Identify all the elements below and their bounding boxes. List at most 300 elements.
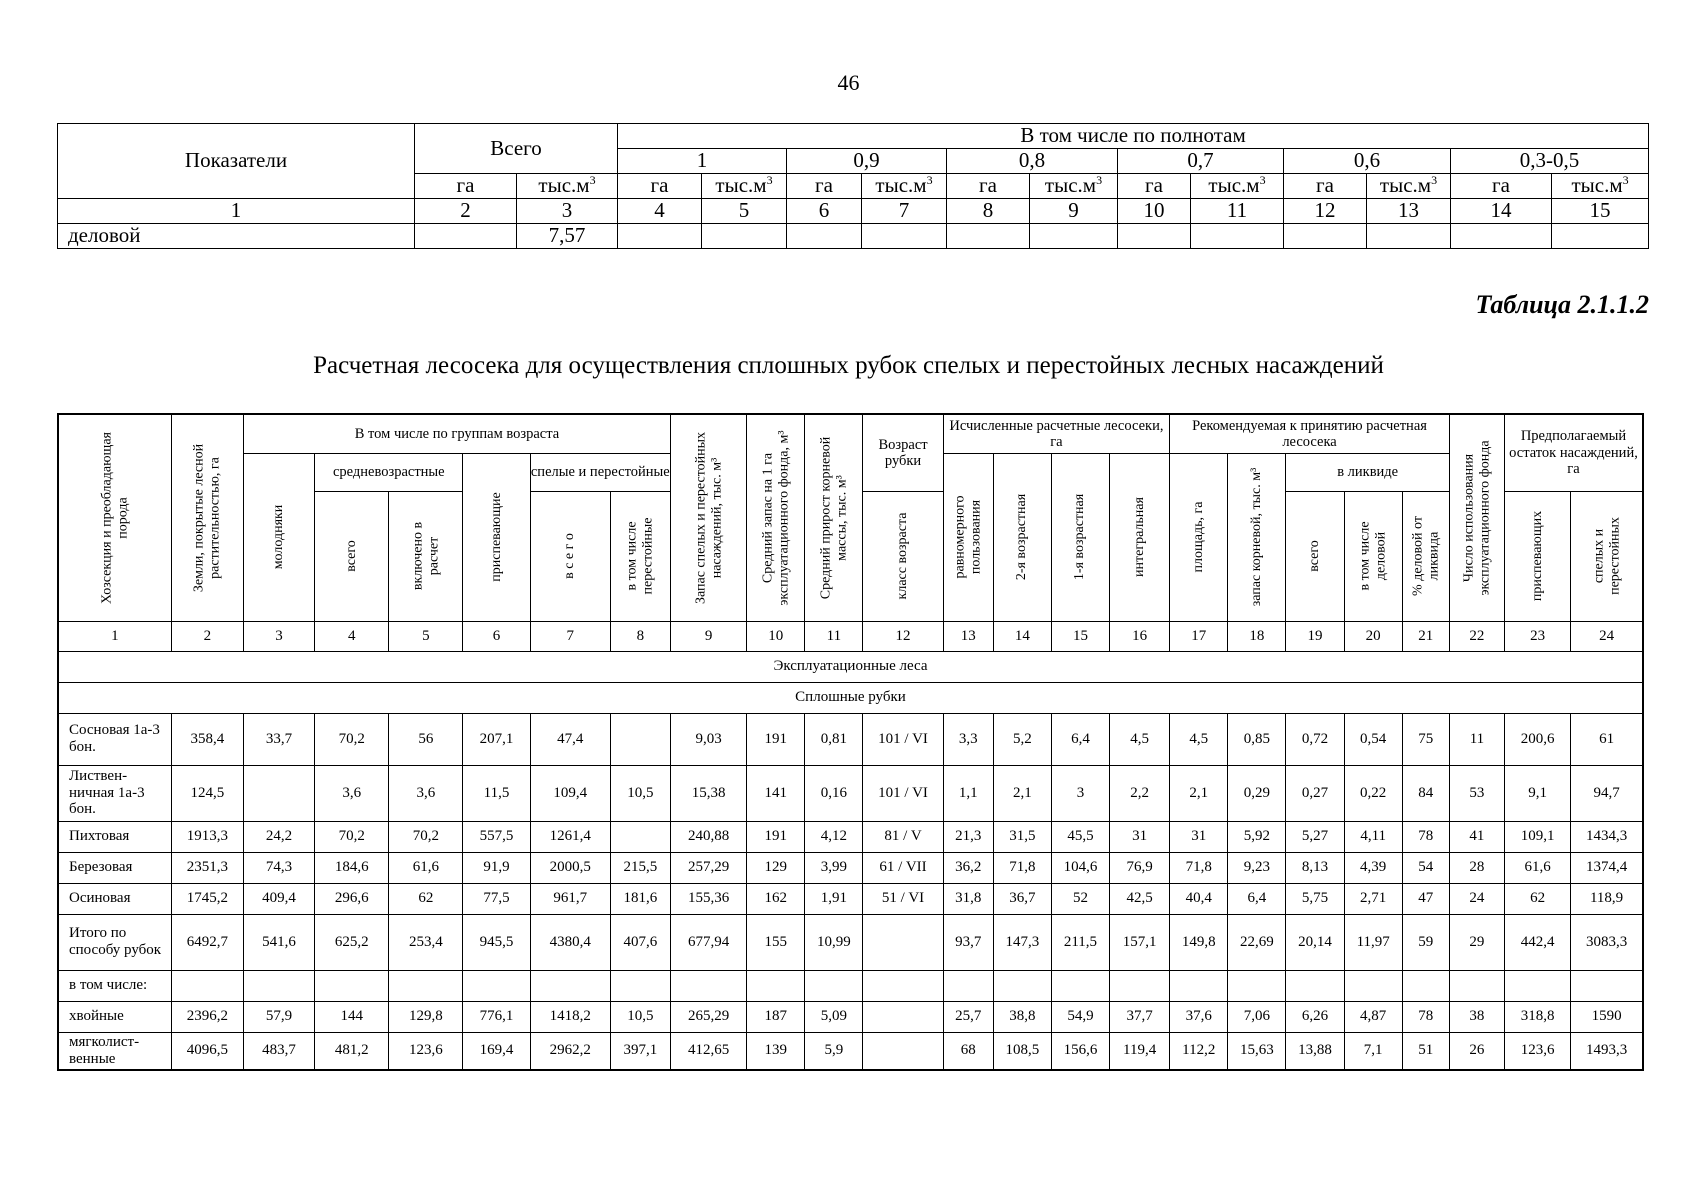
row-label: Сосновая 1а-3 бон.: [58, 713, 171, 765]
cell: 1745,2: [171, 883, 243, 914]
column-number: 14: [993, 621, 1051, 651]
header-stock: [670, 414, 746, 621]
cell: 70,2: [389, 821, 463, 852]
cell: 4096,5: [171, 1032, 243, 1070]
section-exploitation-forests: Эксплуатационные леса: [58, 651, 1643, 682]
cell: 52: [1051, 883, 1109, 914]
table-caption: Таблица 2.1.1.2: [1475, 290, 1649, 319]
unit-m3-text: тыс.м: [1379, 173, 1432, 198]
cell: 13,88: [1286, 1032, 1344, 1070]
cell: 11,5: [463, 765, 530, 821]
cell: 625,2: [315, 914, 389, 970]
cell: 3083,3: [1571, 914, 1643, 970]
cell: [1504, 970, 1570, 1001]
unit-m3: [1030, 174, 1118, 199]
header-forest-land: [171, 414, 243, 621]
cell: 38: [1449, 1001, 1504, 1032]
row-label: Итого по способу рубок: [58, 914, 171, 970]
cell: 181,6: [610, 883, 670, 914]
cell: 0,81: [805, 713, 863, 765]
unit-ha: га: [1118, 174, 1191, 199]
cell: 7,06: [1228, 1001, 1286, 1032]
header-root-stock-text: запас корневой, тыс. м³: [1249, 467, 1265, 607]
cell: 25,7: [943, 1001, 993, 1032]
cell: 31: [1110, 821, 1170, 852]
column-number: 7: [862, 199, 947, 224]
header-usage-number-text: Число использования эксплуатационного фонда: [1461, 440, 1492, 596]
row-label: Листвен-ничная 1а-3 бон.: [58, 765, 171, 821]
cell: 47: [1402, 883, 1449, 914]
header-avg-growth-text: Средний прирост корневой массы, тыс. м³: [818, 436, 849, 599]
cell: 40,4: [1170, 883, 1228, 914]
unit-ha: га: [787, 174, 862, 199]
cell: [389, 970, 463, 1001]
column-number: 21: [1402, 621, 1449, 651]
header-mature-rem: [1571, 491, 1643, 621]
cell: 2,2: [1110, 765, 1170, 821]
cell: 70,2: [315, 821, 389, 852]
cell: 9,23: [1228, 852, 1286, 883]
cell: 481,2: [315, 1032, 389, 1070]
cell: 61,6: [1504, 852, 1570, 883]
cell: 4,87: [1344, 1001, 1402, 1032]
cell: 2351,3: [171, 852, 243, 883]
density-0-8: 0,8: [947, 149, 1118, 174]
cell: [1571, 970, 1643, 1001]
cell: 24: [1449, 883, 1504, 914]
unit-m3: [517, 174, 618, 199]
cell: [1118, 224, 1191, 249]
cell: 77,5: [463, 883, 530, 914]
cell: 109,1: [1504, 821, 1570, 852]
cell: 47,4: [530, 713, 610, 765]
column-number: 10: [747, 621, 805, 651]
column-number: 22: [1449, 621, 1504, 651]
cell: 184,6: [315, 852, 389, 883]
cell: 0,29: [1228, 765, 1286, 821]
cell: 20,14: [1286, 914, 1344, 970]
cell: 211,5: [1051, 914, 1109, 970]
table-row: [58, 970, 1643, 1001]
column-number: 9: [670, 621, 746, 651]
cell: [1344, 970, 1402, 1001]
cell: [947, 224, 1030, 249]
cell: 104,6: [1051, 852, 1109, 883]
cell: [1402, 970, 1449, 1001]
cell: 71,8: [993, 852, 1051, 883]
unit-m3-text: тыс.м: [538, 173, 590, 198]
cell: 2000,5: [530, 852, 610, 883]
table-row: [58, 883, 1643, 914]
header-mature-total-text: в с е г о: [562, 533, 578, 579]
cell: 31: [1170, 821, 1228, 852]
unit-m3: [1552, 174, 1649, 199]
cell: 2962,2: [530, 1032, 610, 1070]
cell: 1,91: [805, 883, 863, 914]
cell: 38,8: [993, 1001, 1051, 1032]
header-mature-total: [530, 491, 610, 621]
cell: [243, 765, 314, 821]
header-business-text: в том числе деловой: [1357, 521, 1389, 591]
cell: [747, 970, 805, 1001]
unit-m3-sup: 3: [926, 173, 933, 188]
cell: 91,9: [463, 852, 530, 883]
density-table: [57, 123, 1649, 249]
cell: 1913,3: [171, 821, 243, 852]
table-row: [58, 914, 1643, 970]
cell: 15,38: [670, 765, 746, 821]
column-number: 5: [702, 199, 787, 224]
cell: [463, 970, 530, 1001]
density-1: 1: [618, 149, 787, 174]
cell: 22,69: [1228, 914, 1286, 970]
row-label: хвойные: [58, 1001, 171, 1032]
cell: 139: [747, 1032, 805, 1070]
header-overmature: [610, 491, 670, 621]
unit-m3: [702, 174, 787, 199]
column-number: 7: [530, 621, 610, 651]
cell: 265,29: [670, 1001, 746, 1032]
header-middle-total: [315, 491, 389, 621]
cell: 144: [315, 1001, 389, 1032]
cell: [610, 970, 670, 1001]
cell: 2,71: [1344, 883, 1402, 914]
column-number: 19: [1286, 621, 1344, 651]
cell: 51 / VI: [863, 883, 943, 914]
cell: 149,8: [1170, 914, 1228, 970]
cell: 5,09: [805, 1001, 863, 1032]
cell: [1191, 224, 1284, 249]
header-included-text: включено в расчет: [410, 521, 441, 591]
cell: 169,4: [463, 1032, 530, 1070]
cell: 3,3: [943, 713, 993, 765]
column-number: 24: [1571, 621, 1643, 651]
cell: 215,5: [610, 852, 670, 883]
cell: 0,54: [1344, 713, 1402, 765]
cell: 37,6: [1170, 1001, 1228, 1032]
column-number: 8: [947, 199, 1030, 224]
cell: 81 / V: [863, 821, 943, 852]
cell: 61 / VII: [863, 852, 943, 883]
header-uniform-text: равномерного пользования: [952, 495, 984, 579]
header-age-groups: В том числе по группам возраста: [243, 414, 670, 453]
cell: 776,1: [463, 1001, 530, 1032]
header-business: [1344, 491, 1402, 621]
header-liquid-total-text: всего: [1307, 540, 1323, 572]
cell: 397,1: [610, 1032, 670, 1070]
cell: 0,85: [1228, 713, 1286, 765]
unit-m3: [1367, 174, 1451, 199]
cell: [618, 224, 702, 249]
cell: 2,1: [993, 765, 1051, 821]
cell: 3: [1051, 765, 1109, 821]
header-middle-aged: средневозрастные: [315, 453, 463, 491]
cell: 557,5: [463, 821, 530, 852]
header-avg-growth: [805, 414, 863, 621]
cell: 7,1: [1344, 1032, 1402, 1070]
table-row: [58, 1032, 1643, 1070]
header-first-age: [1051, 453, 1109, 621]
cell: [863, 914, 943, 970]
row-label: Березовая: [58, 852, 171, 883]
unit-m3-sup: 3: [589, 173, 596, 188]
section-clear-cutting: Сплошные рубки: [58, 682, 1643, 713]
unit-m3-sup: 3: [1622, 173, 1629, 188]
header-overmature-text: в том числе перестойные: [624, 517, 656, 595]
cell: 9,1: [1504, 765, 1570, 821]
unit-ha: га: [415, 174, 517, 199]
header-maturing-rem-text: приспевающих: [1529, 510, 1545, 602]
cell: [171, 970, 243, 1001]
cell: 29: [1449, 914, 1504, 970]
cell: 10,5: [610, 765, 670, 821]
header-indicators: Показатели: [58, 124, 415, 199]
cell: 62: [389, 883, 463, 914]
header-second-age-text: 2-я возрастная: [1014, 493, 1030, 581]
cell: 407,6: [610, 914, 670, 970]
cell: 129: [747, 852, 805, 883]
column-number: 4: [315, 621, 389, 651]
cell: 112,2: [1170, 1032, 1228, 1070]
header-area-text: площадь, га: [1190, 501, 1206, 573]
header-mature-rem-text: спелых и перестойных: [1590, 517, 1622, 595]
cell: 9,03: [670, 713, 746, 765]
header-usage-number: [1449, 414, 1504, 621]
cell: [1284, 224, 1367, 249]
cell: [1051, 970, 1109, 1001]
cell: 5,75: [1286, 883, 1344, 914]
cell: 78: [1402, 821, 1449, 852]
cell: 53: [1449, 765, 1504, 821]
cell: 141: [747, 765, 805, 821]
unit-m3-text: тыс.м: [1208, 173, 1260, 198]
header-mature: спелые и перестойные: [530, 453, 670, 491]
cell: 3,6: [315, 765, 389, 821]
cell: [1286, 970, 1344, 1001]
unit-m3-sup: 3: [1096, 173, 1103, 188]
cell: 5,92: [1228, 821, 1286, 852]
cell: 124,5: [171, 765, 243, 821]
cell: 5,27: [1286, 821, 1344, 852]
cell: 6,4: [1051, 713, 1109, 765]
column-number: 8: [610, 621, 670, 651]
cell: 3,6: [389, 765, 463, 821]
table-row: [58, 821, 1643, 852]
column-number: 3: [243, 621, 314, 651]
header-stock-text: Запас спелых и перестойных насаждений, тыс. м³: [692, 431, 724, 604]
cell: [1451, 224, 1552, 249]
cell: 10,99: [805, 914, 863, 970]
column-number: 1: [58, 621, 171, 651]
unit-m3-text: тыс.м: [1044, 173, 1097, 198]
cell: 200,6: [1504, 713, 1570, 765]
cell: [415, 224, 517, 249]
cell: 61: [1571, 713, 1643, 765]
cell: 54: [1402, 852, 1449, 883]
header-integral-text: интегральная: [1131, 497, 1147, 577]
unit-m3-text: тыс.м: [715, 173, 767, 198]
header-young: [243, 453, 314, 621]
cell: 1434,3: [1571, 821, 1643, 852]
header-young-text: молодняки: [271, 504, 287, 570]
cell: 41: [1449, 821, 1504, 852]
table-row: [58, 852, 1643, 883]
cell: 33,7: [243, 713, 314, 765]
cell: 4,5: [1170, 713, 1228, 765]
cell: 1590: [1571, 1001, 1643, 1032]
column-number: 20: [1344, 621, 1402, 651]
cell: 253,4: [389, 914, 463, 970]
cell: 56: [389, 713, 463, 765]
row-label: Пихтовая: [58, 821, 171, 852]
unit-m3-sup: 3: [1259, 173, 1266, 188]
cell: 4,12: [805, 821, 863, 852]
cell: [702, 224, 787, 249]
cell: 94,7: [1571, 765, 1643, 821]
row-label: в том числе:: [58, 970, 171, 1001]
page-number: 46: [837, 70, 860, 95]
column-number: 15: [1051, 621, 1109, 651]
cell: 57,9: [243, 1001, 314, 1032]
column-number: 13: [943, 621, 993, 651]
header-maturing-text: приспевающие: [488, 492, 504, 582]
cell: 36,7: [993, 883, 1051, 914]
cell: 191: [747, 713, 805, 765]
cell: 541,6: [243, 914, 314, 970]
cell: 123,6: [1504, 1032, 1570, 1070]
column-number: 9: [1030, 199, 1118, 224]
cell: 1493,3: [1571, 1032, 1643, 1070]
cell: 123,6: [389, 1032, 463, 1070]
column-number: 6: [787, 199, 862, 224]
cell: 3,99: [805, 852, 863, 883]
unit-m3-sup: 3: [766, 173, 773, 188]
cell: 0,27: [1286, 765, 1344, 821]
column-number: 23: [1504, 621, 1570, 651]
header-business-pct-text: % деловой от ликвида: [1410, 516, 1441, 596]
cell: 24,2: [243, 821, 314, 852]
column-number: 2: [171, 621, 243, 651]
cell: [805, 970, 863, 1001]
header-total: Всего: [415, 124, 618, 174]
cell: 318,8: [1504, 1001, 1570, 1032]
column-number: 12: [863, 621, 943, 651]
cell: 156,6: [1051, 1032, 1109, 1070]
cell: 45,5: [1051, 821, 1109, 852]
unit-ha: га: [947, 174, 1030, 199]
column-number: 3: [517, 199, 618, 224]
cell: [610, 821, 670, 852]
cell: 412,65: [670, 1032, 746, 1070]
cell: 1418,2: [530, 1001, 610, 1032]
cell: 101 / VI: [863, 713, 943, 765]
header-business-pct: [1402, 491, 1449, 621]
cell: 78: [1402, 1001, 1449, 1032]
cell: 93,7: [943, 914, 993, 970]
header-species-text: Хозсекция и преобладающая порода: [99, 431, 130, 604]
unit-ha: га: [618, 174, 702, 199]
header-uniform: [943, 453, 993, 621]
cell: 191: [747, 821, 805, 852]
header-forest-land-text: Земли, покрытые лесной растительностью, га: [191, 443, 223, 592]
header-middle-total-text: всего: [343, 540, 359, 572]
row-label: мягколист-венные: [58, 1032, 171, 1070]
row-value: 7,57: [517, 224, 618, 249]
cell: 101 / VI: [863, 765, 943, 821]
cell: 207,1: [463, 713, 530, 765]
cell: 54,9: [1051, 1001, 1109, 1032]
unit-ha: га: [1451, 174, 1552, 199]
column-number: 12: [1284, 199, 1367, 224]
column-number: 13: [1367, 199, 1451, 224]
cell: 8,13: [1286, 852, 1344, 883]
cell: 129,8: [389, 1001, 463, 1032]
cell: 6492,7: [171, 914, 243, 970]
cell: 15,63: [1228, 1032, 1286, 1070]
header-avg-stock: [747, 414, 805, 621]
column-number: 5: [389, 621, 463, 651]
cell: 1374,4: [1571, 852, 1643, 883]
cell: 62: [1504, 883, 1570, 914]
header-avg-stock-text: Средний запас на 1 га эксплуатационного фонда, м³: [760, 430, 791, 606]
column-number: 15: [1552, 199, 1649, 224]
cell: 10,5: [610, 1001, 670, 1032]
cell: 5,2: [993, 713, 1051, 765]
unit-m3-text: тыс.м: [875, 173, 927, 198]
felling-table: [57, 413, 1644, 1071]
cell: 51: [1402, 1032, 1449, 1070]
cell: 74,3: [243, 852, 314, 883]
column-number: 4: [618, 199, 702, 224]
cell: 36,2: [943, 852, 993, 883]
column-number: 1: [58, 199, 415, 224]
cell: 1,1: [943, 765, 993, 821]
header-included: [389, 491, 463, 621]
header-integral: [1110, 453, 1170, 621]
cell: [1552, 224, 1649, 249]
cell: 4,11: [1344, 821, 1402, 852]
cell: 0,16: [805, 765, 863, 821]
cell: 483,7: [243, 1032, 314, 1070]
header-calculated: Исчисленные расчетные лесосеки, га: [943, 414, 1170, 453]
cell: 4,39: [1344, 852, 1402, 883]
cell: 6,26: [1286, 1001, 1344, 1032]
cell: [863, 970, 943, 1001]
cell: 70,2: [315, 713, 389, 765]
cell: 677,94: [670, 914, 746, 970]
column-number: 10: [1118, 199, 1191, 224]
cell: 296,6: [315, 883, 389, 914]
cell: 961,7: [530, 883, 610, 914]
header-felling-age: Возраст рубки: [863, 414, 943, 491]
cell: 76,9: [1110, 852, 1170, 883]
cell: 84: [1402, 765, 1449, 821]
cell: [243, 970, 314, 1001]
header-species: [58, 414, 171, 621]
unit-m3: [1191, 174, 1284, 199]
column-number: 6: [463, 621, 530, 651]
cell: 118,9: [1571, 883, 1643, 914]
table-title: Расчетная лесосека для осуществления сплошных рубок спелых и перестойных лесных насаждений: [313, 352, 1384, 379]
header-maturing-rem: [1504, 491, 1570, 621]
column-number: 2: [415, 199, 517, 224]
cell: [1367, 224, 1451, 249]
cell: 119,4: [1110, 1032, 1170, 1070]
column-number: 18: [1228, 621, 1286, 651]
cell: [862, 224, 947, 249]
cell: 11: [1449, 713, 1504, 765]
unit-m3-text: тыс.м: [1571, 173, 1623, 198]
